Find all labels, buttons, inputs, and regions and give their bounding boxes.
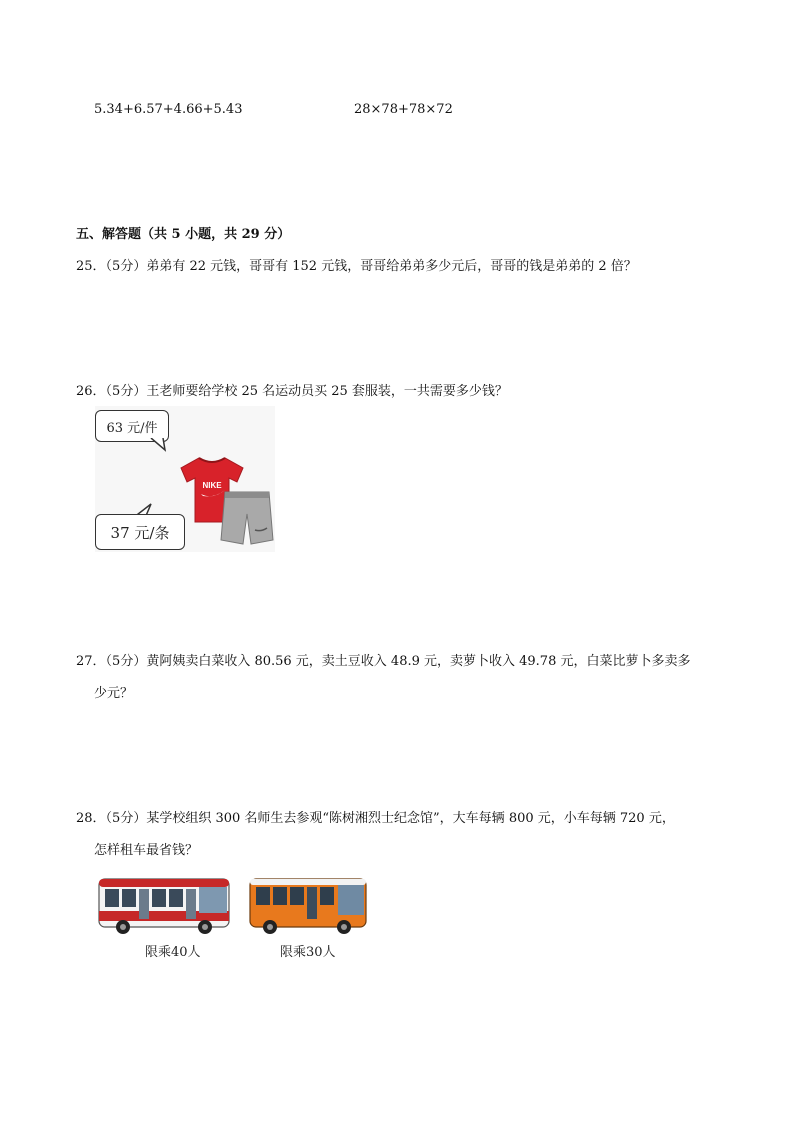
section-heading: 五、解答题（共 5 小题，共 29 分） [76, 227, 291, 242]
question-28-line-2: 怎样租车最省钱？ [94, 843, 199, 858]
small-bus-label: 限乘30人 [280, 945, 336, 960]
callout-tail-top [145, 438, 175, 454]
large-bus-label: 限乘40人 [145, 945, 201, 960]
gray-shorts-icon [219, 490, 275, 548]
question-27-line-2: 少元？ [94, 686, 134, 701]
orange-bus-icon [246, 873, 370, 939]
question-26: 26．（5分）王老师要给学校 25 名运动员买 25 套服装，一共需要多少钱？ [76, 384, 508, 399]
shorts-price: 37 元/条 [110, 523, 170, 542]
red-bus-icon [95, 873, 235, 939]
question-27-line-1: 27．（5分）黄阿姨卖白菜收入 80.56 元，卖土豆收入 48.9 元，卖萝卜收入 49.78 元，白菜比萝卜多卖多 [76, 654, 691, 669]
expression-2: 28×78+78×72 [354, 102, 453, 117]
small-bus-image [246, 873, 370, 961]
clothing-image [95, 406, 275, 552]
question-28-line-1: 28．（5分）某学校组织 300 名师生去参观“陈树湘烈士纪念馆”，大车每辆 800 元，小车每辆 720 元， [76, 811, 675, 826]
shorts-price-callout [95, 514, 185, 550]
question-25: 25．（5分）弟弟有 22 元钱，哥哥有 152 元钱，哥哥给弟弟多少元后，哥哥的钱是弟弟的 2 倍？ [76, 259, 637, 274]
large-bus-image [95, 873, 235, 961]
shirt-price: 63 元/件 [106, 420, 158, 436]
shirt-logo-text: NIKE [202, 481, 222, 490]
expression-1: 5.34+6.57+4.66+5.43 [94, 102, 243, 117]
